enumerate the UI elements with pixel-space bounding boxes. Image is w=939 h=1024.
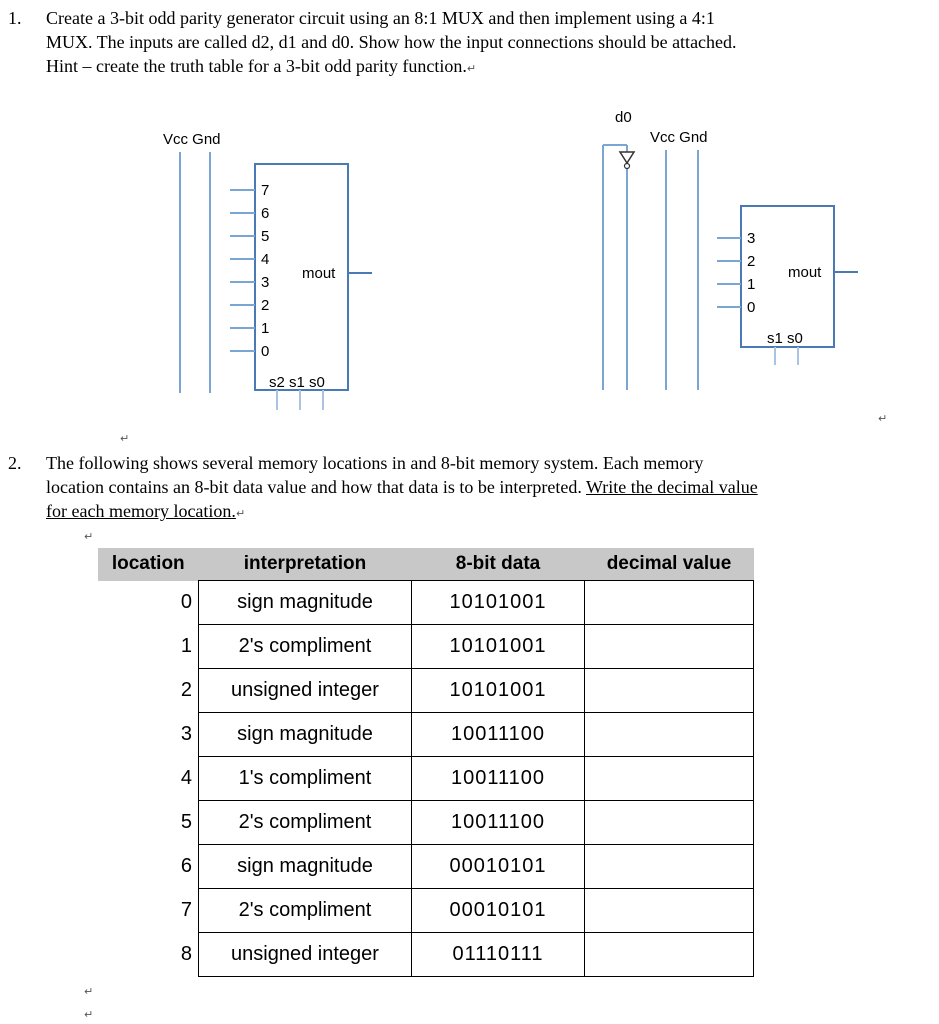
paragraph-mark: ↵ xyxy=(235,507,246,520)
table-row xyxy=(98,581,754,625)
header-location: location xyxy=(98,548,199,581)
inverter-icon xyxy=(620,152,634,169)
interpretation-cell: 2's compliment xyxy=(199,801,412,845)
q2-instruction: Write the decimal value xyxy=(586,477,758,497)
table-row xyxy=(98,625,754,669)
location-cell: 8 xyxy=(180,943,192,965)
interpretation-cell: 1's compliment xyxy=(199,757,412,801)
data-cell: 10101001 xyxy=(412,581,585,625)
q1-text xyxy=(46,6,926,81)
table-row xyxy=(98,889,754,933)
d0-label: d0 xyxy=(615,109,632,126)
data-cell: 10101001 xyxy=(412,669,585,713)
decimal-value-cell[interactable] xyxy=(585,933,754,977)
table-row xyxy=(98,757,754,801)
location-cell: 7 xyxy=(180,899,192,921)
q2-text xyxy=(46,451,926,526)
location-cell: 3 xyxy=(180,723,192,745)
q1-line1: Create a 3-bit odd parity generator circuit using an 8:1 MUX and then implement using a 4:1 xyxy=(46,8,715,28)
data-cell: 10011100 xyxy=(412,801,585,845)
mux4-input-label: 2 xyxy=(747,253,756,270)
decimal-value-cell[interactable] xyxy=(585,625,754,669)
paragraph-mark: ↵ xyxy=(84,530,94,543)
location-cell: 0 xyxy=(180,591,192,613)
data-cell: 10011100 xyxy=(412,757,585,801)
header-data: 8-bit data xyxy=(412,548,585,581)
decimal-value-cell[interactable] xyxy=(585,889,754,933)
paragraph-mark: ↵ xyxy=(466,62,477,75)
table-row xyxy=(98,669,754,713)
q2-line3: for each memory location. xyxy=(46,501,236,521)
interpretation-cell: unsigned integer xyxy=(199,669,412,713)
table-row xyxy=(98,801,754,845)
decimal-value-cell[interactable] xyxy=(585,669,754,713)
q2-line2: location contains an 8-bit data value and how that data is to be interpreted. xyxy=(46,477,586,497)
interpretation-cell: sign magnitude xyxy=(199,713,412,757)
location-cell: 4 xyxy=(180,767,192,789)
mux8-diagram xyxy=(150,120,390,420)
interpretation-cell: unsigned integer xyxy=(199,933,412,977)
paragraph-mark: ↵ xyxy=(84,1008,94,1021)
mux4-diagram xyxy=(590,105,870,395)
mux8-input-label: 6 xyxy=(261,205,270,222)
mux8-input-label: 5 xyxy=(261,228,270,245)
mux4-select-label: s1 s0 xyxy=(767,330,803,347)
location-cell: 2 xyxy=(180,679,192,701)
data-cell: 10101001 xyxy=(412,625,585,669)
table-row xyxy=(98,933,754,977)
interpretation-cell: sign magnitude xyxy=(199,581,412,625)
table-row xyxy=(98,713,754,757)
header-interpretation: interpretation xyxy=(199,548,412,581)
mux8-rail-label: Vcc Gnd xyxy=(163,131,221,148)
data-cell: 10011100 xyxy=(412,713,585,757)
q1-number: 1. xyxy=(8,8,22,28)
q2-line1: The following shows several memory locations in and 8-bit memory system. Each memory xyxy=(46,453,704,473)
location-cell: 1 xyxy=(180,635,192,657)
paragraph-mark: ↵ xyxy=(120,432,130,445)
mux8-input-label: 1 xyxy=(261,320,270,337)
paragraph-mark: ↵ xyxy=(84,985,94,998)
decimal-value-cell[interactable] xyxy=(585,757,754,801)
mux4-input-label: 0 xyxy=(747,299,756,316)
interpretation-cell: 2's compliment xyxy=(199,889,412,933)
table-row xyxy=(98,845,754,889)
mux8-input-label: 4 xyxy=(261,251,270,268)
decimal-value-cell[interactable] xyxy=(585,801,754,845)
decimal-value-cell[interactable] xyxy=(585,581,754,625)
data-cell: 01110111 xyxy=(412,933,585,977)
data-cell: 00010101 xyxy=(412,845,585,889)
mux8-select-label: s2 s1 s0 xyxy=(269,374,325,391)
mux4-input-label: 1 xyxy=(747,276,756,293)
mux8-input-label: 7 xyxy=(261,182,270,199)
q2-number: 2. xyxy=(8,453,22,473)
location-cell: 6 xyxy=(180,855,192,877)
mux8-input-label: 2 xyxy=(261,297,270,314)
table-header-row xyxy=(98,548,754,581)
location-cell: 5 xyxy=(180,811,192,833)
memory-table xyxy=(98,548,754,977)
mux8-input-label: 3 xyxy=(261,274,270,291)
paragraph-mark: ↵ xyxy=(878,412,888,425)
interpretation-cell: 2's compliment xyxy=(199,625,412,669)
interpretation-cell: sign magnitude xyxy=(199,845,412,889)
data-cell: 00010101 xyxy=(412,889,585,933)
header-decimal: decimal value xyxy=(585,548,754,581)
mux4-input-label: 3 xyxy=(747,230,756,247)
q1-line2: MUX. The inputs are called d2, d1 and d0. Show how the input connections should be attached. xyxy=(46,32,737,52)
q1-line3: Hint – create the truth table for a 3-bit odd parity function. xyxy=(46,56,467,76)
mux8-output-label: mout xyxy=(302,265,336,282)
decimal-value-cell[interactable] xyxy=(585,713,754,757)
mux4-rail-label: Vcc Gnd xyxy=(650,129,708,146)
mux8-input-label: 0 xyxy=(261,343,270,360)
mux4-output-label: mout xyxy=(788,264,822,281)
decimal-value-cell[interactable] xyxy=(585,845,754,889)
